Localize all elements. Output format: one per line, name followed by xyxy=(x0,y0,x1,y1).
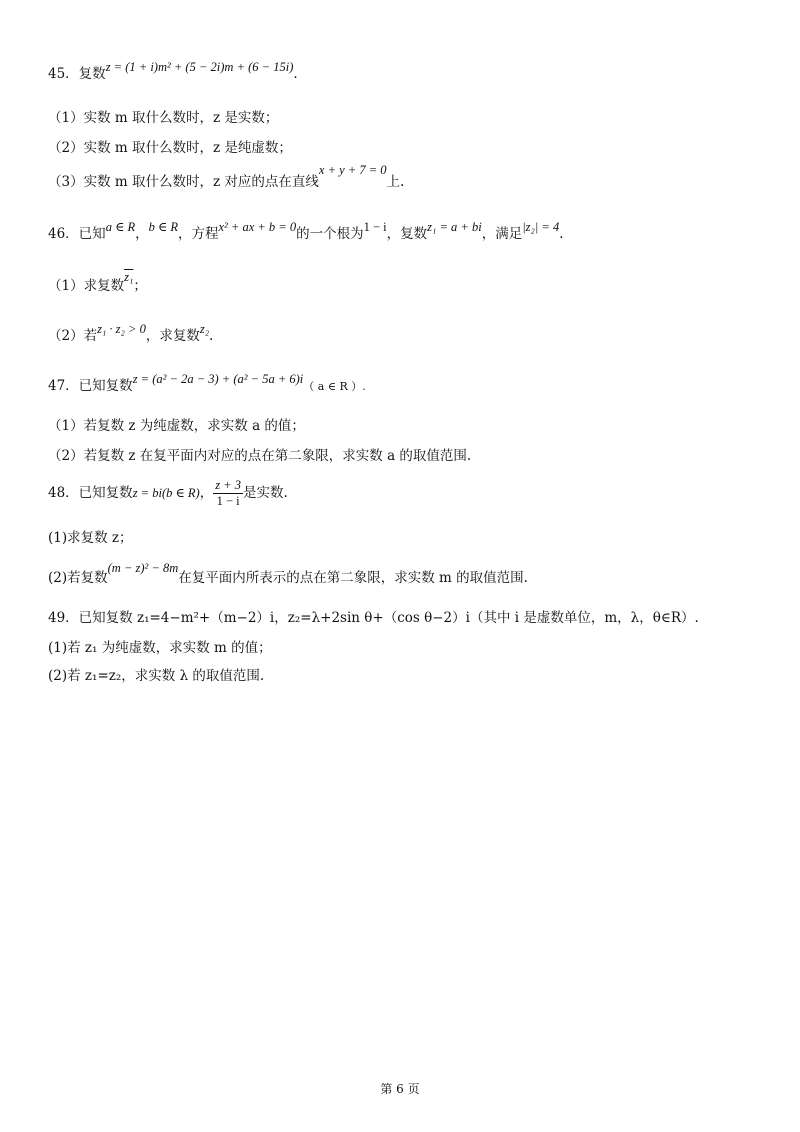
q45-formula: z = (1 + i)m² + (5 − 2i)m + (6 − 15i) xyxy=(105,60,294,74)
q46-part1: （1）求复数z₁； xyxy=(48,270,147,294)
q46-part2: （2）若z₁ · z₂ > 0，求复数z₂. xyxy=(48,322,214,344)
page-number: 第 6 页 xyxy=(380,1082,420,1096)
q46-equation: x² + ax + b = 0 xyxy=(218,220,297,234)
q49-stem: 49．已知复数 z₁=4−m²+（m−2）i，z₂=λ+2sin θ+（cos θ−2）i（其中 i 是虚数单位，m，λ，θ∈R）. xyxy=(48,610,699,626)
q45-part2: （2）实数 m 取什么数时，z 是纯虚数； xyxy=(48,140,292,156)
q47-formula: z = (a² − 2a − 3) + (a² − 5a + 6)i xyxy=(132,372,304,386)
q48-part2: (2)若复数(m − z)² − 8m在复平面内所表示的点在第二象限，求实数 m 的取值范围. xyxy=(48,561,528,586)
q48-fraction: $\frac{z + 3}{1 - i}$ xyxy=(215,478,241,508)
q45-label: 45．复数 xyxy=(48,66,106,82)
q45-part1: （1）实数 m 取什么数时，z 是实数； xyxy=(48,110,279,126)
q47-stem: 47．已知复数z = (a² − 2a − 3) + (a² − 5a + 6)i（ a ∈ R ）. xyxy=(48,372,366,394)
q48-part1: (1)求复数 z； xyxy=(48,530,133,546)
q45-part3: （3）实数 m 取什么数时，z 对应的点在直线x + y + 7 = 0上. xyxy=(48,163,405,190)
q46-stem: 46．已知a ∈ R，b ∈ R，方程x² + ax + b = 0的一个根为1 − i，复数z₁ = a + bi，满足|z₂| = 4. xyxy=(48,220,564,242)
q45-stem: 45．复数z = (1 + i)m² + (5 − 2i)m + (6 − 15i). xyxy=(48,60,298,82)
q49-part1: (1)若 z₁ 为纯虚数，求实数 m 的值； xyxy=(48,640,272,656)
q47-part1: （1）若复数 z 为纯虚数，求实数 a 的值； xyxy=(48,418,305,434)
q48-stem: 48．已知复数z = bi(b ∈ R)， $\frac{z + 3}{1 - i}$ 是实数. xyxy=(48,478,288,508)
q47-part2: （2）若复数 z 在复平面内对应的点在第二象限，求实数 a 的取值范围. xyxy=(48,448,472,464)
q45-line-equation: x + y + 7 = 0 xyxy=(318,163,387,177)
q49-part2: (2)若 z₁=z₂，求实数 λ 的取值范围. xyxy=(48,668,265,684)
